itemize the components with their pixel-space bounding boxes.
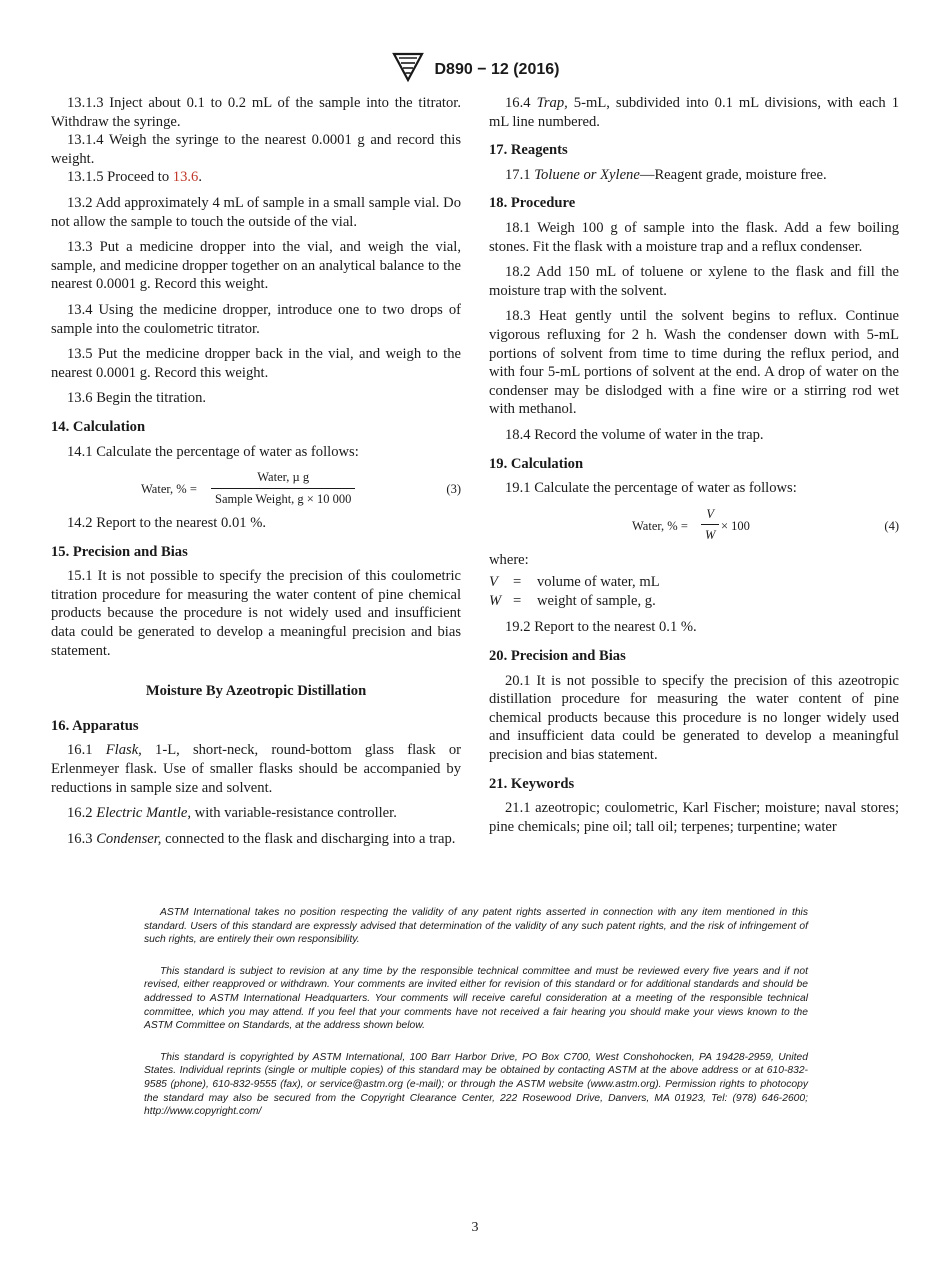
equation-4-multiplier: × 100	[721, 518, 750, 533]
paragraph-16-4-text: 5-mL, subdivided into 0.1 mL divisions, with each 1 mL line numbered.	[489, 95, 900, 130]
paragraph-16-2-number: 16.2	[67, 805, 97, 822]
page-header	[0, 52, 950, 87]
paragraph-16-2-term: Electric Mantle,	[96, 805, 192, 822]
equation-3-numerator: Water, µ g	[211, 468, 355, 489]
paragraph-20-1: 20.1 It is not possible to specify the precision of this azeotropic distillation procedure for measuring the water content of pine chemical products because this procedure is no longer widely used and insufficient data could be generated to develop a meaningful precision and bias statement.	[489, 672, 899, 764]
paragraph-21-1: 21.1 azeotropic; coulometric, Karl Fischer; moisture; naval stores; pine chemicals; pine oil; tall oil; terpenes; turpentine; water	[489, 800, 899, 835]
equation-4	[489, 505, 899, 545]
paragraph-18-2: 18.2 Add 150 mL of toluene or xylene to the flask and fill the moisture trap with the solvent.	[489, 264, 899, 299]
legal-notices	[144, 906, 808, 1137]
right-column	[489, 94, 899, 843]
heading-19-calculation: 19. Calculation	[489, 455, 584, 472]
patent-notice: ASTM International takes no position respecting the validity of any patent rights asserted in connection with any item mentioned in this standard. Users of this standard are expressly advised that determination of the validity of any such patent rights, and the risk of infringement of such rights, are entirely their own responsibility.	[144, 907, 808, 946]
definition-equals: =	[513, 574, 522, 591]
paragraph-17-1-text: —Reagent grade, moisture free.	[639, 166, 827, 183]
section-title-azeotropic-distillation: Moisture By Azeotropic Distillation	[145, 683, 367, 700]
definition-symbol: V	[489, 574, 498, 591]
equation-4-numerator: V	[701, 505, 719, 526]
equation-4-number: (4)	[884, 518, 899, 533]
paragraph-13-5: 13.5 Put the medicine dropper back in the vial, and weigh to the nearest 0.0001 g. Record this weight.	[51, 346, 461, 381]
equation-3	[51, 468, 461, 508]
heading-14-calculation: 14. Calculation	[51, 418, 146, 435]
paragraph-16-1-number: 16.1	[67, 742, 106, 759]
equation-4-fraction	[701, 505, 719, 545]
paragraph-16-2	[51, 804, 461, 823]
definition-text: volume of water, mL	[537, 574, 660, 591]
equation-3-lhs: Water, % =	[141, 482, 197, 497]
paragraph-16-3-text: connected to the flask and discharging into a trap.	[161, 830, 456, 847]
paragraph-13-1-5	[51, 168, 461, 187]
paragraph-16-1	[51, 741, 461, 797]
revision-notice: This standard is subject to revision at any time by the responsible technical committee and must be reviewed every five years and if not revised, either reapproved or withdrawn. Your comments are invited either for revision of this standard or for additional standards and should be addressed to ASTM International Headquarters. Your comments will receive careful consideration at a meeting of the responsible technical committee, which you may attend. If you feel that your comments have not received a fair hearing you should make your views known to the ASTM Committee on Standards, at the address shown below.	[144, 965, 808, 1032]
paragraph-16-2-text: with variable-resistance controller.	[191, 805, 397, 822]
heading-20-precision-and-bias: 20. Precision and Bias	[489, 648, 626, 665]
paragraph-16-1-term: Flask,	[105, 742, 142, 759]
heading-15-precision-and-bias: 15. Precision and Bias	[51, 543, 188, 560]
variable-definitions	[489, 573, 899, 610]
copyright-notice: This standard is copyrighted by ASTM International, 100 Barr Harbor Drive, PO Box C700, West Conshohocken, PA 19428-2959, United States. Individual reprints (single or multiple copies) of this standard may be obtained by contacting ASTM at the above address or at 610-832-9585 (phone), 610-832-9555 (fax), or service@astm.org (e-mail); or through the ASTM website (www.astm.org). Permission rights to photocopy the standard may also be secured from the Copyright Clearance Center, 222 Rosewood Drive, Danvers, MA 01923, Tel: (978) 646-2600; http://www.copyright.com/	[144, 1051, 808, 1118]
definition-text: weight of sample, g.	[537, 592, 656, 609]
heading-16-apparatus: 16. Apparatus	[51, 717, 139, 734]
paragraph-16-3-term: Condenser,	[96, 830, 162, 847]
where-label: where:	[489, 551, 529, 568]
paragraph-16-4	[489, 94, 899, 131]
paragraph-16-3	[51, 830, 461, 849]
paragraph-18-1: 18.1 Weigh 100 g of sample into the flask. Add a few boiling stones. Fit the flask with a moisture trap and a reflux condenser.	[489, 219, 899, 255]
astm-logo-icon	[391, 52, 425, 87]
paragraph-13-1-4: 13.1.4 Weigh the syringe to the nearest 0.0001 g and record this weight.	[51, 132, 461, 167]
paragraph-17-1-term: Toluene or Xylene	[534, 166, 640, 183]
paragraph-18-4: 18.4 Record the volume of water in the trap.	[505, 426, 764, 443]
equation-4-lhs: Water, % =	[632, 518, 688, 533]
paragraph-17-1-number: 17.1	[505, 166, 535, 183]
paragraph-19-2: 19.2 Report to the nearest 0.1 %.	[505, 619, 697, 636]
paragraph-13-4: 13.4 Using the medicine dropper, introduce one to two drops of sample into the coulometric titrator.	[51, 301, 461, 337]
definition-row	[489, 573, 899, 592]
definition-equals: =	[513, 592, 522, 609]
paragraph-15-1: 15.1 It is not possible to specify the precision of this coulometric titration procedure for measuring the water content of pine chemical products because the procedure is not widely used and insufficient data could be generated to develop a meaningful precision and bias statement.	[51, 568, 461, 659]
definition-row	[489, 592, 899, 611]
paragraph-13-2: 13.2 Add approximately 4 mL of sample in a small sample vial. Do not allow the sample to touch the outside of the vial.	[51, 194, 461, 230]
paragraph-14-1: 14.1 Calculate the percentage of water as follows:	[67, 443, 359, 460]
definition-symbol: W	[489, 592, 502, 609]
paragraph-13-1-5-text: 13.1.5 Proceed to	[67, 169, 173, 186]
heading-17-reagents: 17. Reagents	[489, 142, 568, 159]
paragraph-16-3-number: 16.3	[67, 830, 97, 847]
heading-21-keywords: 21. Keywords	[489, 775, 575, 792]
paragraph-13-6: 13.6 Begin the titration.	[67, 390, 207, 407]
equation-4-denominator: W	[705, 528, 716, 543]
section-link-13-6[interactable]: 13.6	[172, 169, 199, 186]
page-number: 3	[471, 1220, 479, 1235]
paragraph-16-4-term: Trap,	[536, 95, 568, 111]
paragraph-16-4-number: 16.4	[505, 95, 537, 111]
paragraph-13-3: 13.3 Put a medicine dropper into the vial, and weigh the vial, sample, and medicine dropper together on an analytical balance to the nearest 0.0001 g. Record this weight.	[51, 239, 461, 293]
equation-3-number: (3)	[446, 482, 461, 497]
paragraph-19-1: 19.1 Calculate the percentage of water as follows:	[505, 480, 797, 497]
document-designation: D890 − 12 (2016)	[434, 60, 560, 78]
paragraph-17-1	[489, 166, 899, 185]
paragraph-16-1-text: 1-L, short-neck, round-bottom glass flask or Erlenmeyer flask. Use of smaller flasks should be accompanied by reductions in sample size and solvent.	[51, 742, 462, 796]
paragraph-13-1-3: 13.1.3 Inject about 0.1 to 0.2 mL of the sample into the titrator. Withdraw the syringe.	[51, 95, 461, 130]
paragraph-18-3: 18.3 Heat gently until the solvent begins to reflux. Continue vigorous refluxing for 2 h. Wash the condenser down with 5-mL portions of solvent from time to time during the reflux period, and with four 5-mL portions of solvent at the end. A drop of water on the condenser may be dislodged with a fine wire or a stirring rod wet with methanol.	[489, 308, 899, 418]
left-column	[51, 94, 461, 855]
equation-3-fraction	[211, 468, 355, 508]
paragraph-13-1-5-end: .	[198, 169, 202, 186]
paragraph-14-2: 14.2 Report to the nearest 0.01 %.	[67, 515, 266, 532]
heading-18-procedure: 18. Procedure	[489, 195, 576, 212]
equation-3-denominator: Sample Weight, g × 10 000	[215, 491, 352, 506]
